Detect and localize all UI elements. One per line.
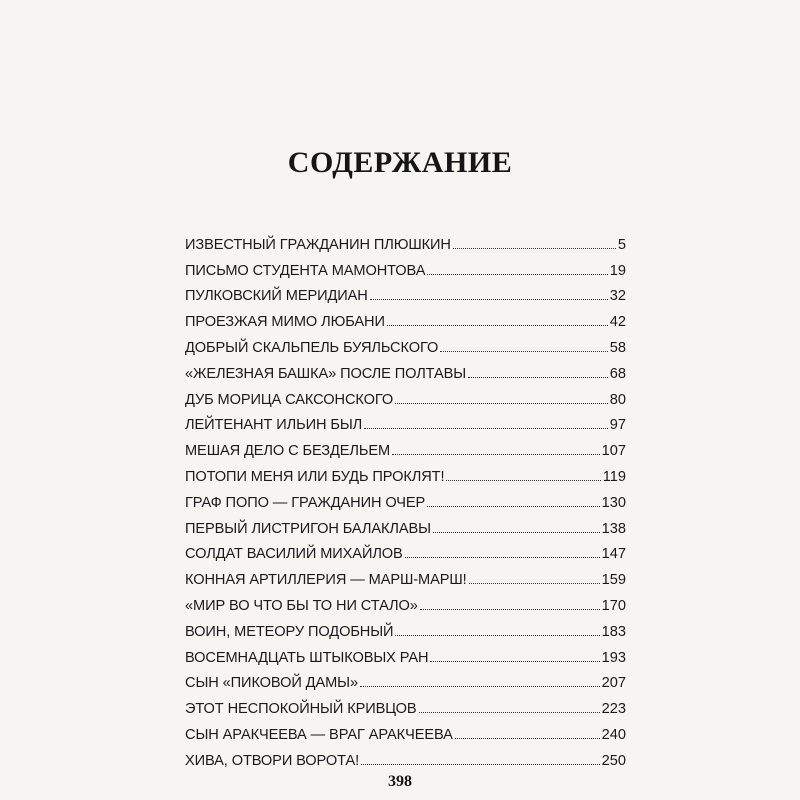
toc-entry[interactable]	[185, 588, 626, 614]
dot-leader	[392, 453, 600, 455]
toc-entry[interactable]	[185, 614, 626, 640]
toc-entry[interactable]	[185, 691, 626, 717]
dot-leader	[455, 737, 600, 739]
toc-entry-title: ВОИН, МЕТЕОРУ ПОДОБНЫЙ	[185, 623, 394, 640]
toc-entry[interactable]	[185, 433, 626, 459]
toc-entry-title: «МИР ВО ЧТО БЫ ТО НИ СТАЛО»	[185, 597, 418, 614]
dot-leader	[405, 556, 600, 558]
bleed-through-text	[185, 44, 625, 162]
toc-entry-page: 19	[609, 262, 626, 279]
toc-entry[interactable]	[185, 408, 626, 434]
toc-entry-page: 250	[601, 752, 626, 769]
dot-leader	[453, 247, 616, 249]
dot-leader	[440, 350, 608, 352]
toc-entry-title: СЫН «ПИКОВОЙ ДАМЫ»	[185, 675, 358, 692]
toc-entry-title: СОЛДАТ ВАСИЛИЙ МИХАЙЛОВ	[185, 546, 403, 563]
dot-leader	[433, 531, 600, 533]
toc-entry-page: 147	[601, 546, 626, 563]
toc-entry-page: 5	[617, 236, 626, 253]
toc-entry[interactable]	[185, 382, 626, 408]
toc-entry[interactable]	[185, 485, 626, 511]
toc-entry-page: 240	[601, 726, 626, 743]
toc-entry-page: 58	[609, 339, 626, 356]
toc-entry-title: «ЖЕЛЕЗНАЯ БАШКА» ПОСЛЕ ПОЛТАВЫ	[185, 365, 467, 382]
toc-entry-page: 97	[609, 417, 626, 434]
toc-entry-title: ПИСЬМО СТУДЕНТА МАМОНТОВА	[185, 262, 426, 279]
dot-leader	[427, 505, 599, 507]
toc-entry-title: ИЗВЕСТНЫЙ ГРАЖДАНИН ПЛЮШКИН	[185, 236, 451, 253]
toc-entry-title: ХИВА, ОТВОРИ ВОРОТА!	[185, 752, 360, 769]
toc-entry-title: ДОБРЫЙ СКАЛЬПЕЛЬ БУЯЛЬСКОГО	[185, 339, 439, 356]
toc-entry-page: 193	[601, 649, 626, 666]
toc-entry-title: ЛЕЙТЕНАНТ ИЛЬИН БЫЛ	[185, 417, 363, 434]
dot-leader	[387, 324, 608, 326]
toc-entry-title: ПРОЕЗЖАЯ МИМО ЛЮБАНИ	[185, 314, 385, 331]
dot-leader	[360, 685, 600, 687]
toc-entry[interactable]	[185, 743, 626, 769]
dot-leader	[420, 608, 600, 610]
toc-entry[interactable]	[185, 666, 626, 692]
toc-entry-page: 42	[609, 314, 626, 331]
dot-leader	[361, 763, 600, 765]
toc-entry-title: ПОТОПИ МЕНЯ ИЛИ БУДЬ ПРОКЛЯТ!	[185, 468, 445, 485]
toc-entry-title: ДУБ МОРИЦА САКСОНСКОГО	[185, 391, 394, 408]
toc-entry-title: ПУЛКОВСКИЙ МЕРИДИАН	[185, 288, 368, 305]
toc-entry-page: 207	[601, 675, 626, 692]
toc-entry-page: 130	[601, 494, 626, 511]
toc-entry[interactable]	[185, 227, 626, 253]
toc-entry-page: 107	[601, 443, 626, 460]
page-title: СОДЕРЖАНИЕ	[287, 146, 513, 179]
toc-entry-page: 170	[601, 597, 626, 614]
toc-entry[interactable]	[185, 511, 626, 537]
toc-entry-title: КОННАЯ АРТИЛЛЕРИЯ — МАРШ-МАРШ!	[185, 572, 467, 589]
toc-entry[interactable]	[185, 279, 626, 305]
toc-entry-page: 119	[602, 468, 626, 485]
toc-entry[interactable]	[185, 562, 626, 588]
dot-leader	[430, 660, 599, 662]
toc-entry-page: 138	[601, 520, 626, 537]
dot-leader	[370, 298, 608, 300]
toc-entry-page: 68	[609, 365, 626, 382]
toc-entry-page: 159	[601, 572, 626, 589]
page-number: 398	[388, 773, 412, 790]
dot-leader	[427, 273, 607, 275]
toc-entry-page: 32	[609, 288, 626, 305]
toc-entry-title: ВОСЕМНАДЦАТЬ ШТЫКОВЫХ РАН	[185, 649, 429, 666]
dot-leader	[446, 479, 600, 481]
table-of-contents	[185, 227, 626, 769]
toc-entry-page: 223	[601, 701, 626, 718]
toc-entry-title: СЫН АРАКЧЕЕВА — ВРАГ АРАКЧЕЕВА	[185, 726, 453, 743]
toc-entry[interactable]	[185, 304, 626, 330]
dot-leader	[419, 711, 600, 713]
toc-entry-title: ГРАФ ПОПО — ГРАЖДАНИН ОЧЕР	[185, 494, 426, 511]
toc-entry[interactable]	[185, 717, 626, 743]
toc-entry[interactable]	[185, 640, 626, 666]
toc-entry[interactable]	[185, 459, 626, 485]
toc-entry-title: МЕШАЯ ДЕЛО С БЕЗДЕЛЬЕМ	[185, 443, 391, 460]
dot-leader	[364, 427, 608, 429]
toc-entry-page: 183	[601, 623, 626, 640]
dot-leader	[469, 582, 600, 584]
dot-leader	[468, 376, 608, 378]
toc-entry[interactable]	[185, 253, 626, 279]
toc-entry-title: ПЕРВЫЙ ЛИСТРИГОН БАЛАКЛАВЫ	[185, 520, 431, 537]
toc-entry[interactable]	[185, 356, 626, 382]
dot-leader	[395, 402, 608, 404]
toc-entry[interactable]	[185, 537, 626, 563]
dot-leader	[395, 634, 599, 636]
toc-entry-page: 80	[609, 391, 626, 408]
toc-entry-title: ЭТОТ НЕСПОКОЙНЫЙ КРИВЦОВ	[185, 701, 417, 718]
toc-entry[interactable]	[185, 330, 626, 356]
